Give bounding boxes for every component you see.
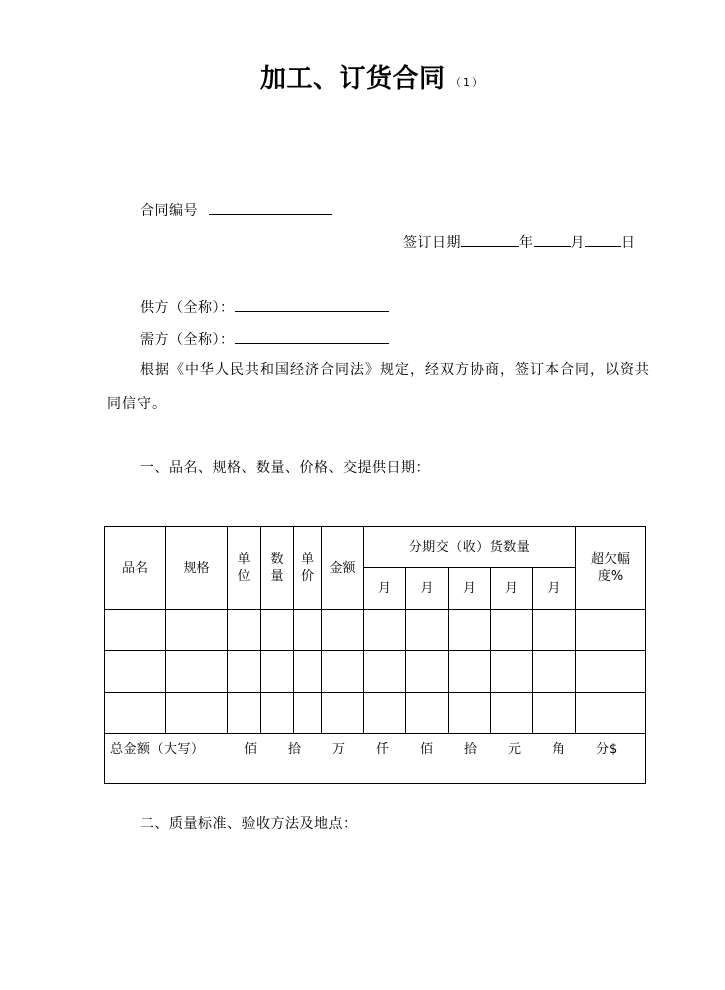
sign-date-year-blank	[461, 232, 519, 247]
contract-number-label: 合同编号	[140, 203, 198, 219]
header-quantity-text: 数量	[270, 552, 284, 584]
table-cell	[105, 693, 166, 734]
table-cell	[533, 693, 576, 734]
table-cell	[364, 693, 406, 734]
table-cell	[294, 693, 322, 734]
table-cell	[322, 693, 364, 734]
contract-number-blank	[209, 200, 332, 215]
table-cell	[322, 651, 364, 693]
section-1-heading: 一、品名、规格、数量、价格、交提供日期：	[140, 460, 430, 476]
header-unit-text: 单位	[237, 552, 251, 584]
table-cell	[228, 693, 261, 734]
header-month-3: 月	[449, 568, 491, 610]
total-unit-bai-2: 佰	[420, 742, 434, 757]
table-cell	[294, 610, 322, 651]
table-cell	[449, 651, 491, 693]
total-amount-cell	[105, 734, 646, 784]
table-header-row-1	[105, 527, 646, 568]
table-cell	[261, 610, 294, 651]
table-cell	[261, 693, 294, 734]
buyer-label: 需方（全称）：	[140, 332, 235, 348]
header-unit-price-text: 单价	[300, 552, 314, 584]
goods-table	[104, 526, 646, 784]
total-unit-shi-2: 拾	[464, 742, 478, 757]
table-cell	[166, 651, 228, 693]
buyer-blank	[235, 329, 389, 344]
table-cell	[105, 651, 166, 693]
preamble-line-2: 同信守。	[107, 396, 167, 412]
table-cell	[533, 610, 576, 651]
header-spec: 规格	[166, 527, 228, 610]
sign-date-month-blank	[534, 232, 571, 247]
table-cell	[166, 693, 228, 734]
header-month-1: 月	[364, 568, 406, 610]
header-unit	[228, 527, 261, 610]
total-amount-units	[244, 741, 640, 758]
document-title: 加工、订货合同	[260, 64, 446, 94]
supplier-blank	[235, 297, 389, 312]
total-unit-yuan: 元	[508, 742, 522, 757]
header-tolerance	[576, 527, 646, 610]
table-cell	[533, 651, 576, 693]
table-cell	[449, 610, 491, 651]
table-cell	[576, 610, 646, 651]
header-month-5: 月	[533, 568, 576, 610]
table-cell	[406, 693, 449, 734]
table-cell	[406, 651, 449, 693]
table-cell	[491, 610, 533, 651]
sign-date-label: 签订日期	[403, 235, 461, 251]
buyer-row	[140, 329, 389, 348]
total-unit-bai: 佰	[244, 742, 258, 757]
contract-number-row	[140, 200, 332, 219]
preamble-line-1: 根据《中华人民共和国经济合同法》规定，经双方协商，签订本合同，以资共	[140, 362, 650, 378]
table-cell	[491, 693, 533, 734]
table-cell	[491, 651, 533, 693]
table-row	[105, 651, 646, 693]
total-unit-fen: 分$	[596, 742, 618, 757]
table-cell	[105, 610, 166, 651]
table-cell	[228, 651, 261, 693]
header-month-4: 月	[491, 568, 533, 610]
header-delivery-group: 分期交（收）货数量	[364, 527, 576, 568]
header-month-2: 月	[406, 568, 449, 610]
header-quantity	[261, 527, 294, 610]
sign-date-month-unit: 月	[570, 235, 585, 251]
table-cell	[294, 651, 322, 693]
header-amount: 金额	[322, 527, 364, 610]
total-amount-label: 总金额（大写）	[110, 742, 205, 757]
table-cell	[406, 610, 449, 651]
total-unit-jiao: 角	[552, 742, 566, 757]
header-product-name: 品名	[105, 527, 166, 610]
section-2-heading: 二、质量标准、验收方法及地点：	[140, 816, 358, 832]
header-unit-price	[294, 527, 322, 610]
table-cell	[576, 651, 646, 693]
supplier-row	[140, 297, 389, 316]
document-title-suffix: （1）	[450, 76, 485, 89]
sign-date-day-unit: 日	[621, 235, 636, 251]
total-unit-qian: 仟	[376, 742, 390, 757]
sign-date-row	[403, 232, 636, 251]
table-cell	[364, 610, 406, 651]
table-cell	[228, 610, 261, 651]
table-row	[105, 693, 646, 734]
total-unit-shi: 拾	[288, 742, 302, 757]
header-tolerance-text: 超欠幅度%	[591, 552, 631, 584]
table-cell	[576, 693, 646, 734]
sign-date-year-unit: 年	[519, 235, 534, 251]
table-cell	[261, 651, 294, 693]
table-cell	[364, 651, 406, 693]
total-unit-wan: 万	[332, 742, 346, 757]
sign-date-day-blank	[585, 232, 621, 247]
table-row	[105, 610, 646, 651]
table-cell	[322, 610, 364, 651]
supplier-label: 供方（全称）：	[140, 300, 235, 316]
total-amount-row	[105, 734, 646, 784]
table-cell	[449, 693, 491, 734]
table-cell	[166, 610, 228, 651]
